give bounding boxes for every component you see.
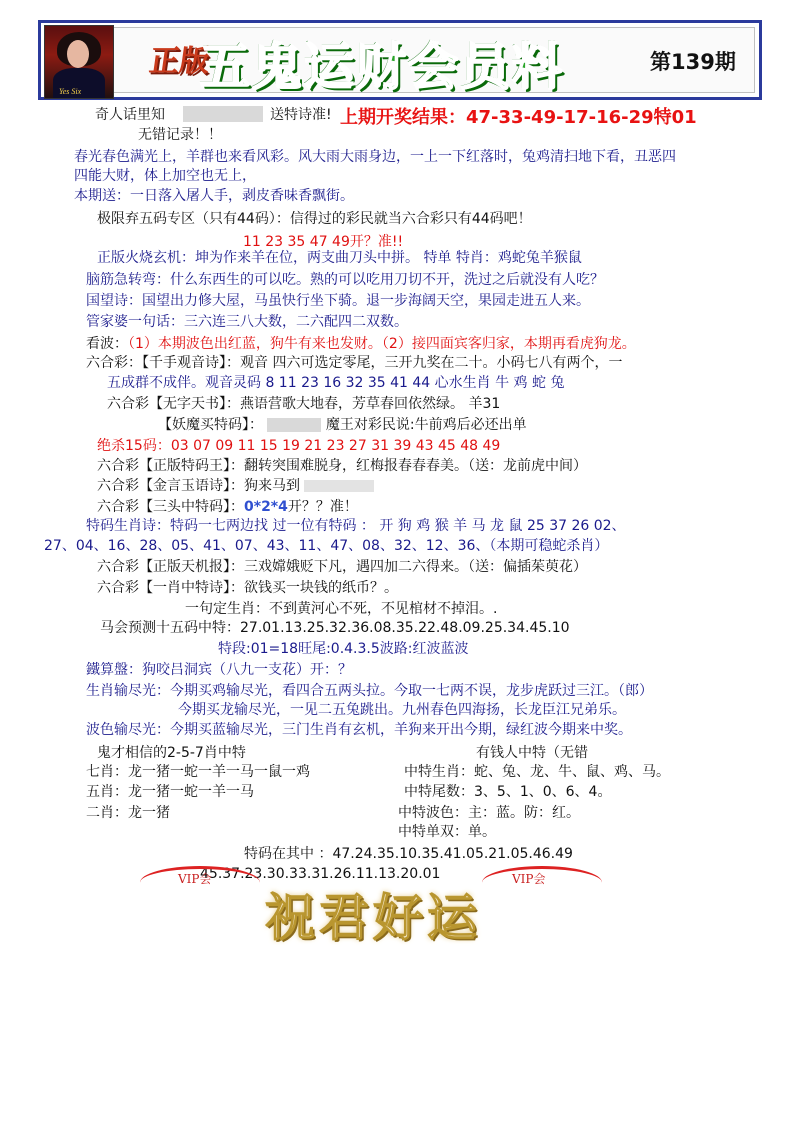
special-code-king: 六合彩【正版特码王】：翻转突围难脱身，红梅报春春春美。（送：龙前虎中间） (97, 458, 587, 474)
vip-stamp-right: VIP会 (512, 872, 546, 886)
poem-label: 送特诗准! (270, 107, 332, 123)
zodiac-numbers: 27、04、16、28、05、41、07、43、11、47、08、32、12、36、（本期可稳蛇杀肖） (44, 538, 609, 554)
special-wave: 中特波色：主：蓝。防：红。 (398, 805, 580, 821)
fire-burn-puzzle: 正版火烧玄机：坤为作来羊在位，两支曲刀头中拼。 特单 特肖：鸡蛇兔羊猴鼠 (97, 250, 582, 266)
wave-text: （1）本期波色出红蓝，狗牛有来也发财。（2）接四面宾客归家，本期再看虎狗龙。 (128, 336, 636, 352)
housekeeper-sentence: 管家婆一句话：三六连三八大数，二六配四二双数。 (86, 314, 408, 330)
demon-special (158, 417, 527, 433)
special-in-list-1: 特码在其中 ：47.24.35.10.35.41.05.21.05.46.49 (244, 846, 573, 862)
heaven-report: 六合彩【正版天机报】：三戏嫦娥贬下凡，遇四加二六得来。（送：偏插茱萸花） (97, 559, 587, 575)
redacted-block (304, 480, 374, 492)
one-sentence-zodiac: 一句定生肖：不到黄河心不死，不见棺材不掉泪。. (185, 601, 498, 617)
ghost-block-title: 鬼才相信的2-5-7肖中特 (97, 745, 246, 761)
last-result: 上期开奖结果：47-33-49-17-16-29特01 (340, 107, 697, 128)
redacted-block (267, 418, 321, 432)
guowang-poem: 国望诗：国望出力修大屋，马虽快行坐下骑。退一步海阔天空，果园走进五人来。 (86, 293, 590, 309)
poem-line-1: 春光春色满光上，羊群也来看风彩。风大雨大雨身边，一上一下红落时，兔鸡清扫地下看，丑恶四 (74, 149, 676, 165)
one-zodiac-poem: 六合彩【一肖中特诗】：欲钱买一块钱的纸币？。 (97, 580, 398, 596)
poem-send: 本期送：一日落入屠人手，剥皮香味香飘街。 (74, 188, 354, 204)
no-error-record: 无错记录！！ (138, 127, 222, 143)
demon-text: 魔王对彩民说:牛前鸡后必还出单 (325, 417, 527, 433)
golden-word-text: 六合彩【金言玉语诗】：狗来马到 (97, 478, 300, 494)
special-in-list-2: 45.37.23.30.33.31.26.11.13.20.01 (200, 866, 441, 882)
special-tails: 中特尾数：3、5、1、0、6、4。 (404, 784, 612, 800)
zheng-ban-logo: 正版 (147, 44, 212, 79)
guanyin-poem: 六合彩：【千手观音诗】：观音 四六可选定零尾，三开九奖在二十。小码七八有两个，一 (86, 355, 623, 371)
special-odd-even: 中特单双：单。 (398, 824, 496, 840)
vip-stamp-left: VIP会 (178, 872, 212, 886)
portrait-signature: Yes Six (59, 87, 82, 96)
three-head-tail: 开？？准！ (287, 499, 358, 515)
zodiac-poem: 特码生肖诗：特码一七两边找 过一位有特码 ： 开 狗 鸡 猴 羊 马 龙 鼠 25 37 26 02、 (86, 518, 626, 534)
golden-word-poem (97, 478, 374, 494)
wave-label: 看波： (86, 336, 128, 352)
two-zodiac: 二肖：龙一猪 (86, 805, 170, 821)
three-head-codes: 0*2*4 (244, 499, 288, 515)
wave-lose-all: 波色输尽光：今期买蓝输尽光，三门生肖有玄机，羊狗来开出今期，绿红波今期来中奖。 (86, 722, 632, 738)
horse-club-prediction: 马会预测十五码中特：27.01.13.25.32.36.08.35.22.48.09.25.34.45.10 (100, 620, 570, 636)
rich-block-title: 有钱人中特（无错 (476, 745, 588, 761)
three-head-code (97, 499, 358, 515)
issue-number: 第139期 (650, 50, 736, 74)
iron-abacus: 鐵算盤：狗咬吕洞宾（八九一支花）开：？ (86, 662, 352, 678)
portrait-photo (44, 25, 114, 99)
wordless-book: 六合彩【无字天书】：燕语营歌大地春，芳草春回依然绿。 羊31 (107, 396, 501, 412)
zodiac-lose-all-2: 今期买龙输尽光，一见二五兔跳出。九州春色四海扬，长龙臣江兄弟乐。 (178, 702, 626, 718)
special-zodiac: 中特生肖：蛇、兔、龙、牛、鼠、鸡、马。 (404, 764, 670, 780)
page-title: 五鬼运财会员料 (200, 38, 564, 96)
three-head-label: 六合彩【三头中特码】： (97, 499, 244, 515)
brain-teaser: 脑筋急转弯：什么东西生的可以吃。熟的可以吃用刀切不开，洗过之后就没有人吃？ (86, 272, 604, 288)
portrait-face (67, 40, 89, 68)
good-luck-blessing: 祝君好运 (265, 888, 481, 947)
zodiac-lose-all: 生肖输尽光：今期买鸡输尽光，看四合五两头拉。今取一七两不误，龙步虎跃过三江。（郎） (86, 683, 653, 699)
five-zodiac: 五肖：龙一猪一蛇一羊一马 (86, 784, 254, 800)
kill-fifteen-codes: 绝杀15码：03 07 09 11 15 19 21 23 27 31 39 43 45 48 49 (97, 438, 501, 454)
seven-zodiac: 七肖：龙一猪一蛇一羊一马一鼠一鸡 (86, 764, 310, 780)
wave-line (86, 336, 636, 352)
poem-line-2: 四能大财，体上加空也无上， (74, 168, 256, 184)
riddle-intro: 奇人话里知 (95, 107, 165, 123)
redacted-block (183, 106, 263, 122)
guanyin-codes: 五成群不成伴。观音灵码 8 11 23 16 32 35 41 44 心水生肖 牛 鸡 蛇 兔 (107, 375, 565, 391)
five-codes-numbers: 11 23 35 47 49开？准!! (243, 234, 404, 250)
special-segment: 特段:01=18旺尾:0.4.3.5波路:红波蓝波 (218, 641, 469, 657)
demon-label: 【妖魔买特码】： (158, 417, 263, 433)
limit-five-codes: 极限弃五码专区（只有44码）：信得过的彩民就当六合彩只有44码吧！ (97, 211, 532, 227)
